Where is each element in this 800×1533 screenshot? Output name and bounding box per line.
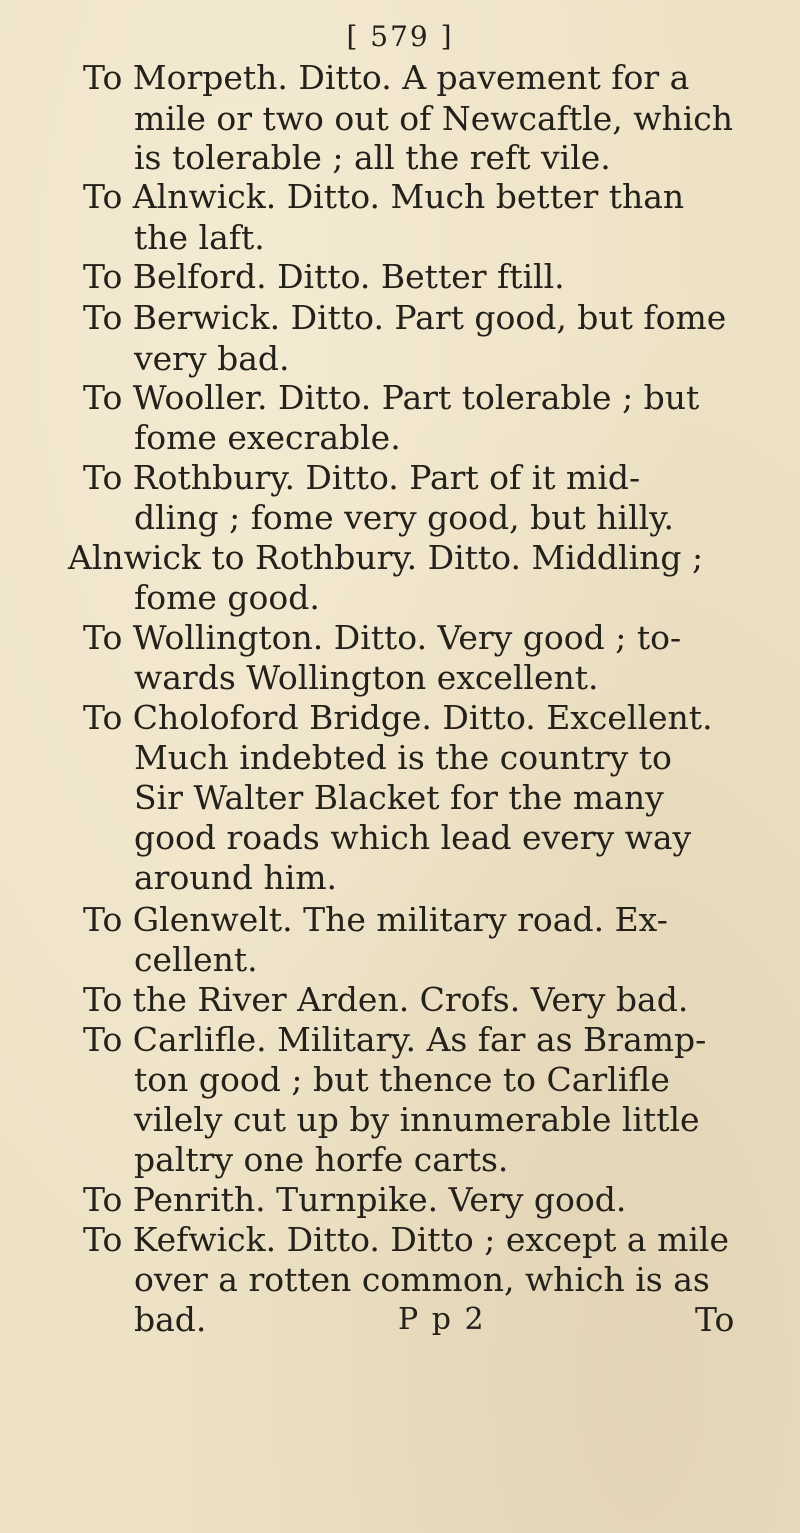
- text-line: Sir Walter Blacket for the many: [134, 778, 664, 817]
- text-line: To Berwick. Ditto. Part good, but fome: [83, 298, 727, 337]
- page-margin: [0, 1320, 800, 1533]
- text-line: the laft.: [134, 218, 265, 257]
- text-line: very bad.: [134, 339, 290, 378]
- text-line: To Carlifle. Military. As far as Bramp-: [83, 1020, 707, 1059]
- text-line: bad.: [134, 1300, 207, 1339]
- text-line: wards Wollington excellent.: [134, 658, 599, 697]
- text-line: To Glenwelt. The military road. Ex-: [83, 900, 668, 939]
- text-line: is tolerable ; all the reft vile.: [134, 138, 611, 177]
- text-line: To Kefwick. Ditto. Ditto ; except a mile: [83, 1220, 729, 1259]
- text-line: vilely cut up by innumerable little: [134, 1100, 700, 1139]
- text-line: To Alnwick. Ditto. Much better than: [83, 177, 685, 216]
- text-line: To Morpeth. Ditto. A pavement for a: [83, 58, 690, 97]
- text-line: fome good.: [134, 578, 320, 617]
- text-line: To Wollington. Ditto. Very good ; to-: [83, 618, 682, 657]
- text-line: cellent.: [134, 940, 258, 979]
- text-line: To Penrith. Turnpike. Very good.: [83, 1180, 627, 1219]
- text-line: To Rothbury. Ditto. Part of it mid-: [83, 458, 641, 497]
- text-line: To Wooller. Ditto. Part tolerable ; but: [83, 378, 700, 417]
- text-line: paltry one horfe carts.: [134, 1140, 509, 1179]
- text-line: fome execrable.: [134, 418, 401, 457]
- text-line: good roads which lead every way: [134, 818, 692, 857]
- text-line: around him.: [134, 858, 338, 897]
- text-line: over a rotten common, which is as: [134, 1260, 710, 1299]
- text-line: To Choloford Bridge. Ditto. Excellent.: [83, 698, 713, 737]
- text-line: Much indebted is the country to: [134, 738, 672, 777]
- catchword: To: [695, 1300, 735, 1339]
- text-line: dling ; fome very good, but hilly.: [134, 498, 674, 537]
- text-line: To the River Arden. Crofs. Very bad.: [83, 980, 689, 1019]
- text-line: To Belford. Ditto. Better ftill.: [83, 257, 565, 296]
- text-line: Alnwick to Rothbury. Ditto. Middling ;: [68, 538, 704, 577]
- page-number: [ 579 ]: [346, 20, 454, 53]
- text-line: ton good ; but thence to Carlifle: [134, 1060, 670, 1099]
- text-line: mile or two out of Newcaftle, which: [134, 99, 733, 138]
- signature-mark: P p 2: [398, 1302, 486, 1337]
